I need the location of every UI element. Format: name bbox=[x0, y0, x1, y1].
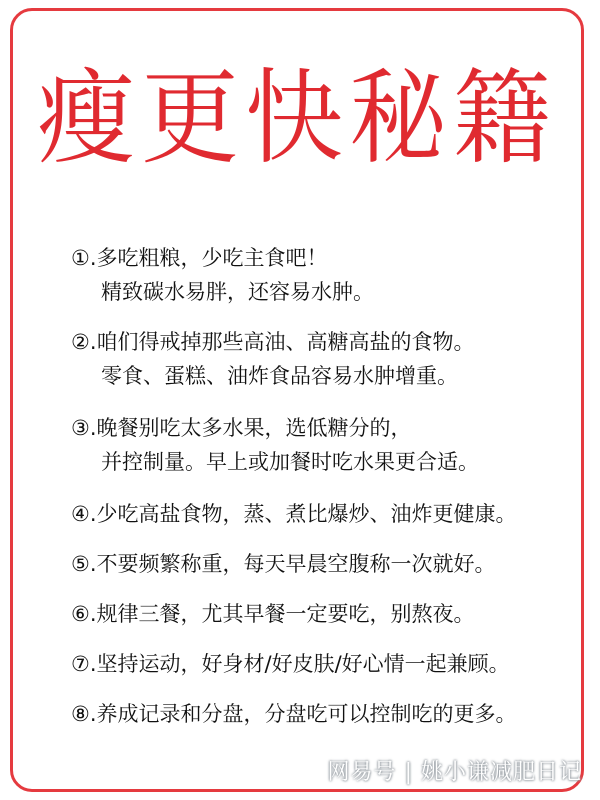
watermark-platform: 网易号 bbox=[327, 760, 397, 785]
tip-item-3 bbox=[71, 411, 600, 479]
tip-item-7 bbox=[71, 647, 600, 681]
tip-item-6 bbox=[71, 597, 600, 631]
tip-2-line-2: 零食、蛋糕、油炸食品容易水肿增重。 bbox=[101, 364, 458, 388]
tip-3-line-2: 并控制量。早上或加餐时吃水果更合适。 bbox=[101, 450, 479, 474]
tips-list bbox=[71, 241, 600, 731]
tip-item-1 bbox=[71, 241, 600, 309]
tip-1-line-2: 精致碳水易胖，还容易水肿。 bbox=[101, 280, 374, 304]
tip-5-line-1: ⑤.不要频繁称重，每天早晨空腹称一次就好。 bbox=[71, 552, 496, 576]
tip-item-4 bbox=[71, 497, 600, 531]
tip-7-line-1: ⑦.坚持运动，好身材/好皮肤/好心情一起兼顾。 bbox=[71, 652, 510, 676]
tip-item-5 bbox=[71, 547, 600, 581]
watermark-separator: | bbox=[404, 760, 413, 785]
tip-3-line-1: ③.晚餐别吃太多水果，选低糖分的， bbox=[71, 416, 412, 440]
tip-2-line-1: ②.咱们得戒掉那些高油、高糖高盐的食物。 bbox=[71, 330, 475, 354]
tip-8-line-1: ⑧.养成记录和分盘，分盘吃可以控制吃的更多。 bbox=[71, 702, 517, 726]
watermark bbox=[328, 755, 582, 786]
page-title: 瘦更快秘籍 bbox=[36, 59, 557, 179]
tip-1-line-1: ①.多吃粗粮，少吃主食吧！ bbox=[71, 246, 328, 270]
red-border-frame bbox=[10, 8, 584, 792]
tip-item-8 bbox=[71, 697, 600, 731]
tip-4-line-1: ④.少吃高盐食物，蒸、煮比爆炒、油炸更健康。 bbox=[71, 502, 517, 526]
tip-item-2 bbox=[71, 325, 600, 393]
tip-6-line-1: ⑥.规律三餐，尤其早餐一定要吃，别熬夜。 bbox=[71, 602, 475, 626]
watermark-author: 姚小谦减肥日记 bbox=[420, 760, 582, 785]
